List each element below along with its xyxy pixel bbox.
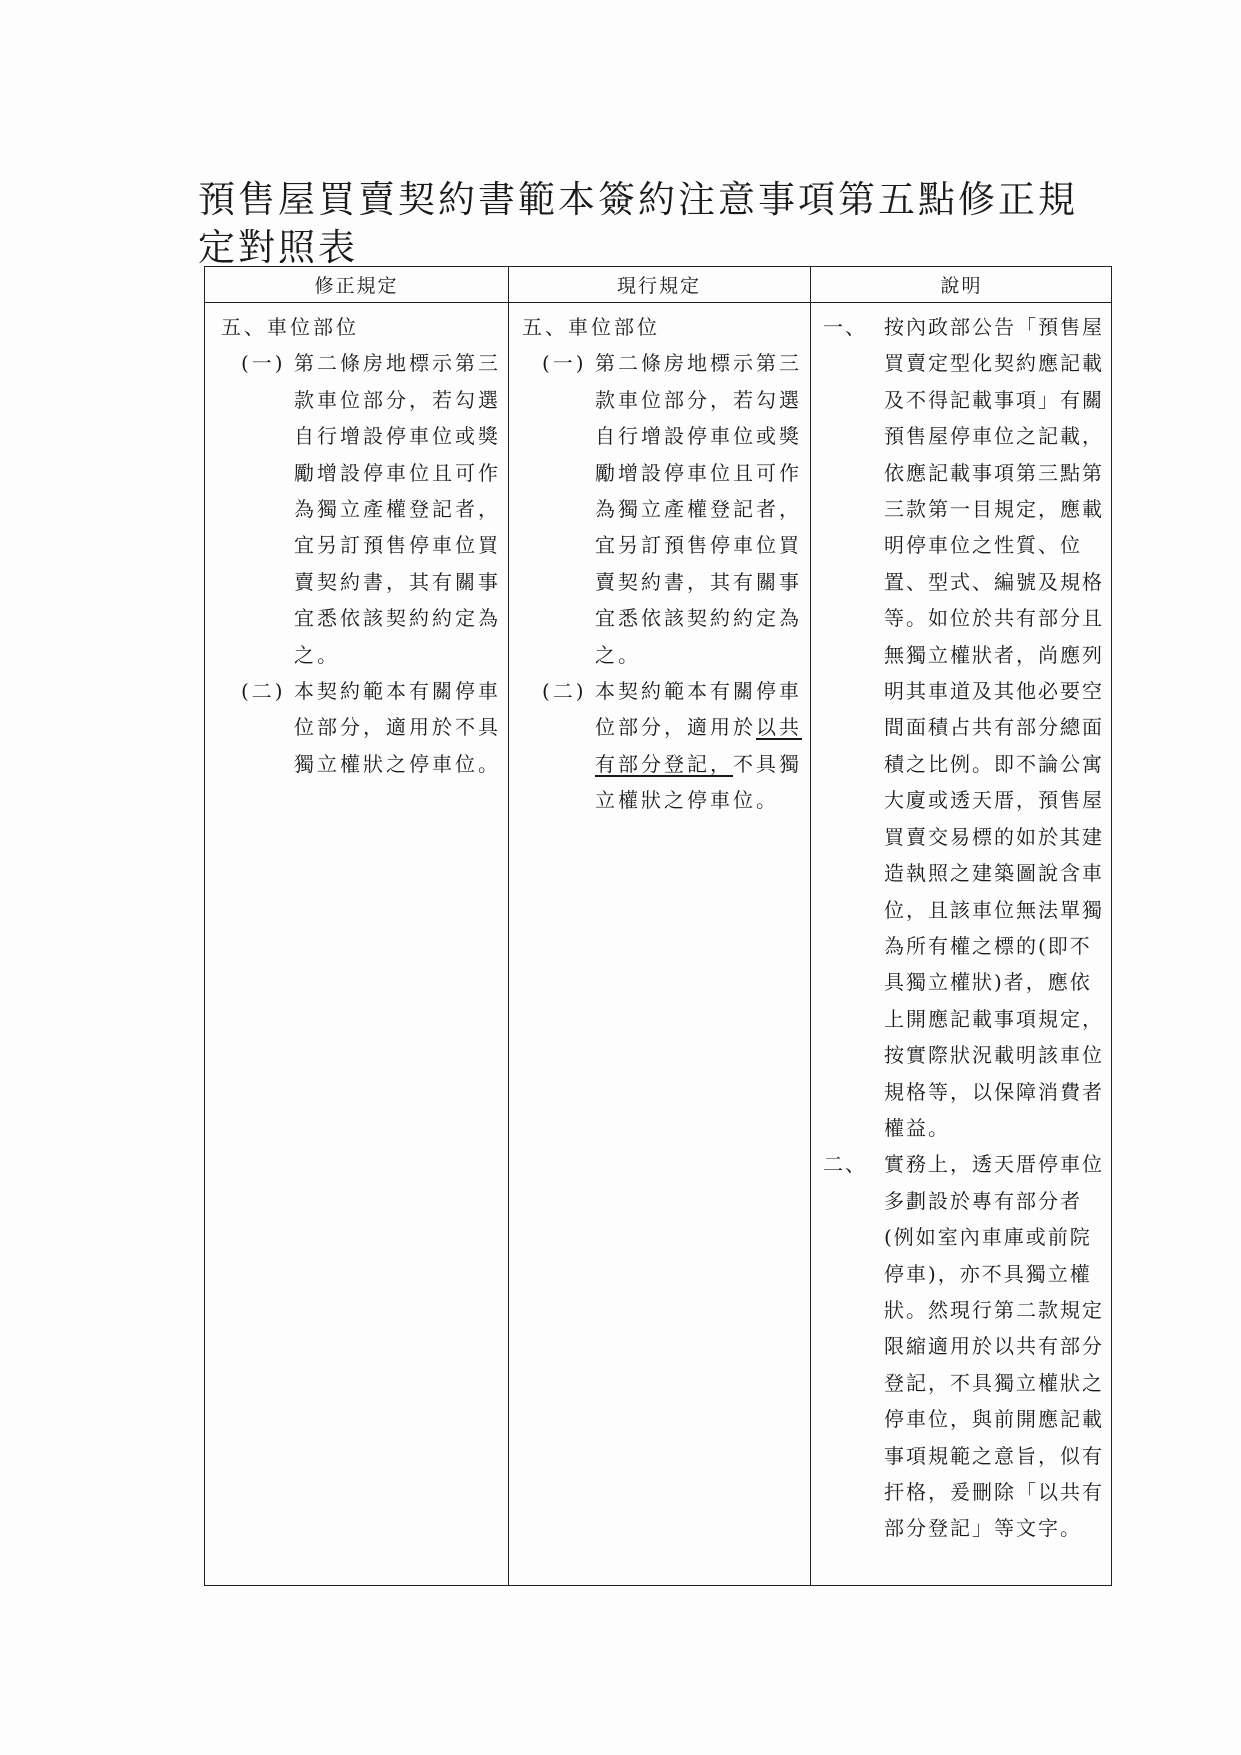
revised-column [221,309,503,782]
explanation-column [823,309,1107,1547]
revised-item [221,345,503,673]
comparison-table [204,266,1112,1586]
document-title: 預售屋買賣契約書範本簽約注意事項第五點修正規定對照表 [198,178,1078,269]
revised-heading: 五、車位部位 [221,315,359,339]
column-header-revised: 修正規定 [314,275,399,297]
item-marker: 一、 [823,315,867,339]
item-marker: (二) [241,679,286,704]
current-item [522,345,804,673]
current-column [522,309,804,819]
deleted-text-underlined: 以共有部分登記， [595,715,802,776]
header-divider [205,302,1111,303]
column-divider [810,267,811,1585]
current-heading: 五、車位部位 [522,315,660,339]
explanation-item [823,309,1107,1146]
item-marker: 二、 [823,1152,867,1177]
item-text: 本契約範本有關停車位部分，適用於不具獨立權狀之停車位。 [294,679,501,776]
item-text: 本契約範本有關停車位部分，適用於 [595,679,802,740]
item-text: 不具獨立權狀之停車位。 [595,751,802,813]
explanation-item [823,1146,1107,1546]
item-marker: (二) [542,679,587,704]
column-header-current: 現行規定 [616,275,701,297]
current-item [522,673,804,819]
column-header-explanation: 說明 [940,275,983,297]
item-text: 第二條房地標示第三款車位部分，若勾選自行增設停車位或獎勵增設停車位且可作為獨立產權登記者，宜另訂預售停車位買賣契約書，其有關事宜悉依該契約約定為之。 [294,351,501,667]
item-marker: (一) [241,351,286,376]
item-text: 實務上，透天厝停車位多劃設於專有部分者(例如室內車庫或前院停車)，亦不具獨立權狀。然現行第二款規定限縮適用於以共有部分登記，不具獨立權狀之停車位，與前開應記載事項規範之意旨，似有扞格，爰刪除「以共有部分登記」等文字。 [884,1152,1104,1541]
item-marker: (一) [542,351,587,376]
item-text: 第二條房地標示第三款車位部分，若勾選自行增設停車位或獎勵增設停車位且可作為獨立產權登記者，宜另訂預售停車位買賣契約書，其有關事宜悉依該契約約定為之。 [595,351,802,667]
item-text: 按內政部公告「預售屋買賣定型化契約應記載及不得記載事項」有關預售屋停車位之記載，依應記載事項第三點第三款第一目規定，應載明停車位之性質、位置、型式、編號及規格等。如位於共有部分且無獨立權狀者，尚應列明其車道及其他必要空間面積占共有部分總面積之比例。即不論公寓大廈或透天厝，預售屋買賣交易標的如於其建造執照之建築圖說含車位，且該車位無法單獨為所有權之標的(即不具獨立權狀)者，應依上開應記載事項規定，按實際狀況載明該車位規格等，以保障消費者權益。 [884,315,1104,1140]
column-divider [508,267,509,1585]
revised-item [221,673,503,782]
